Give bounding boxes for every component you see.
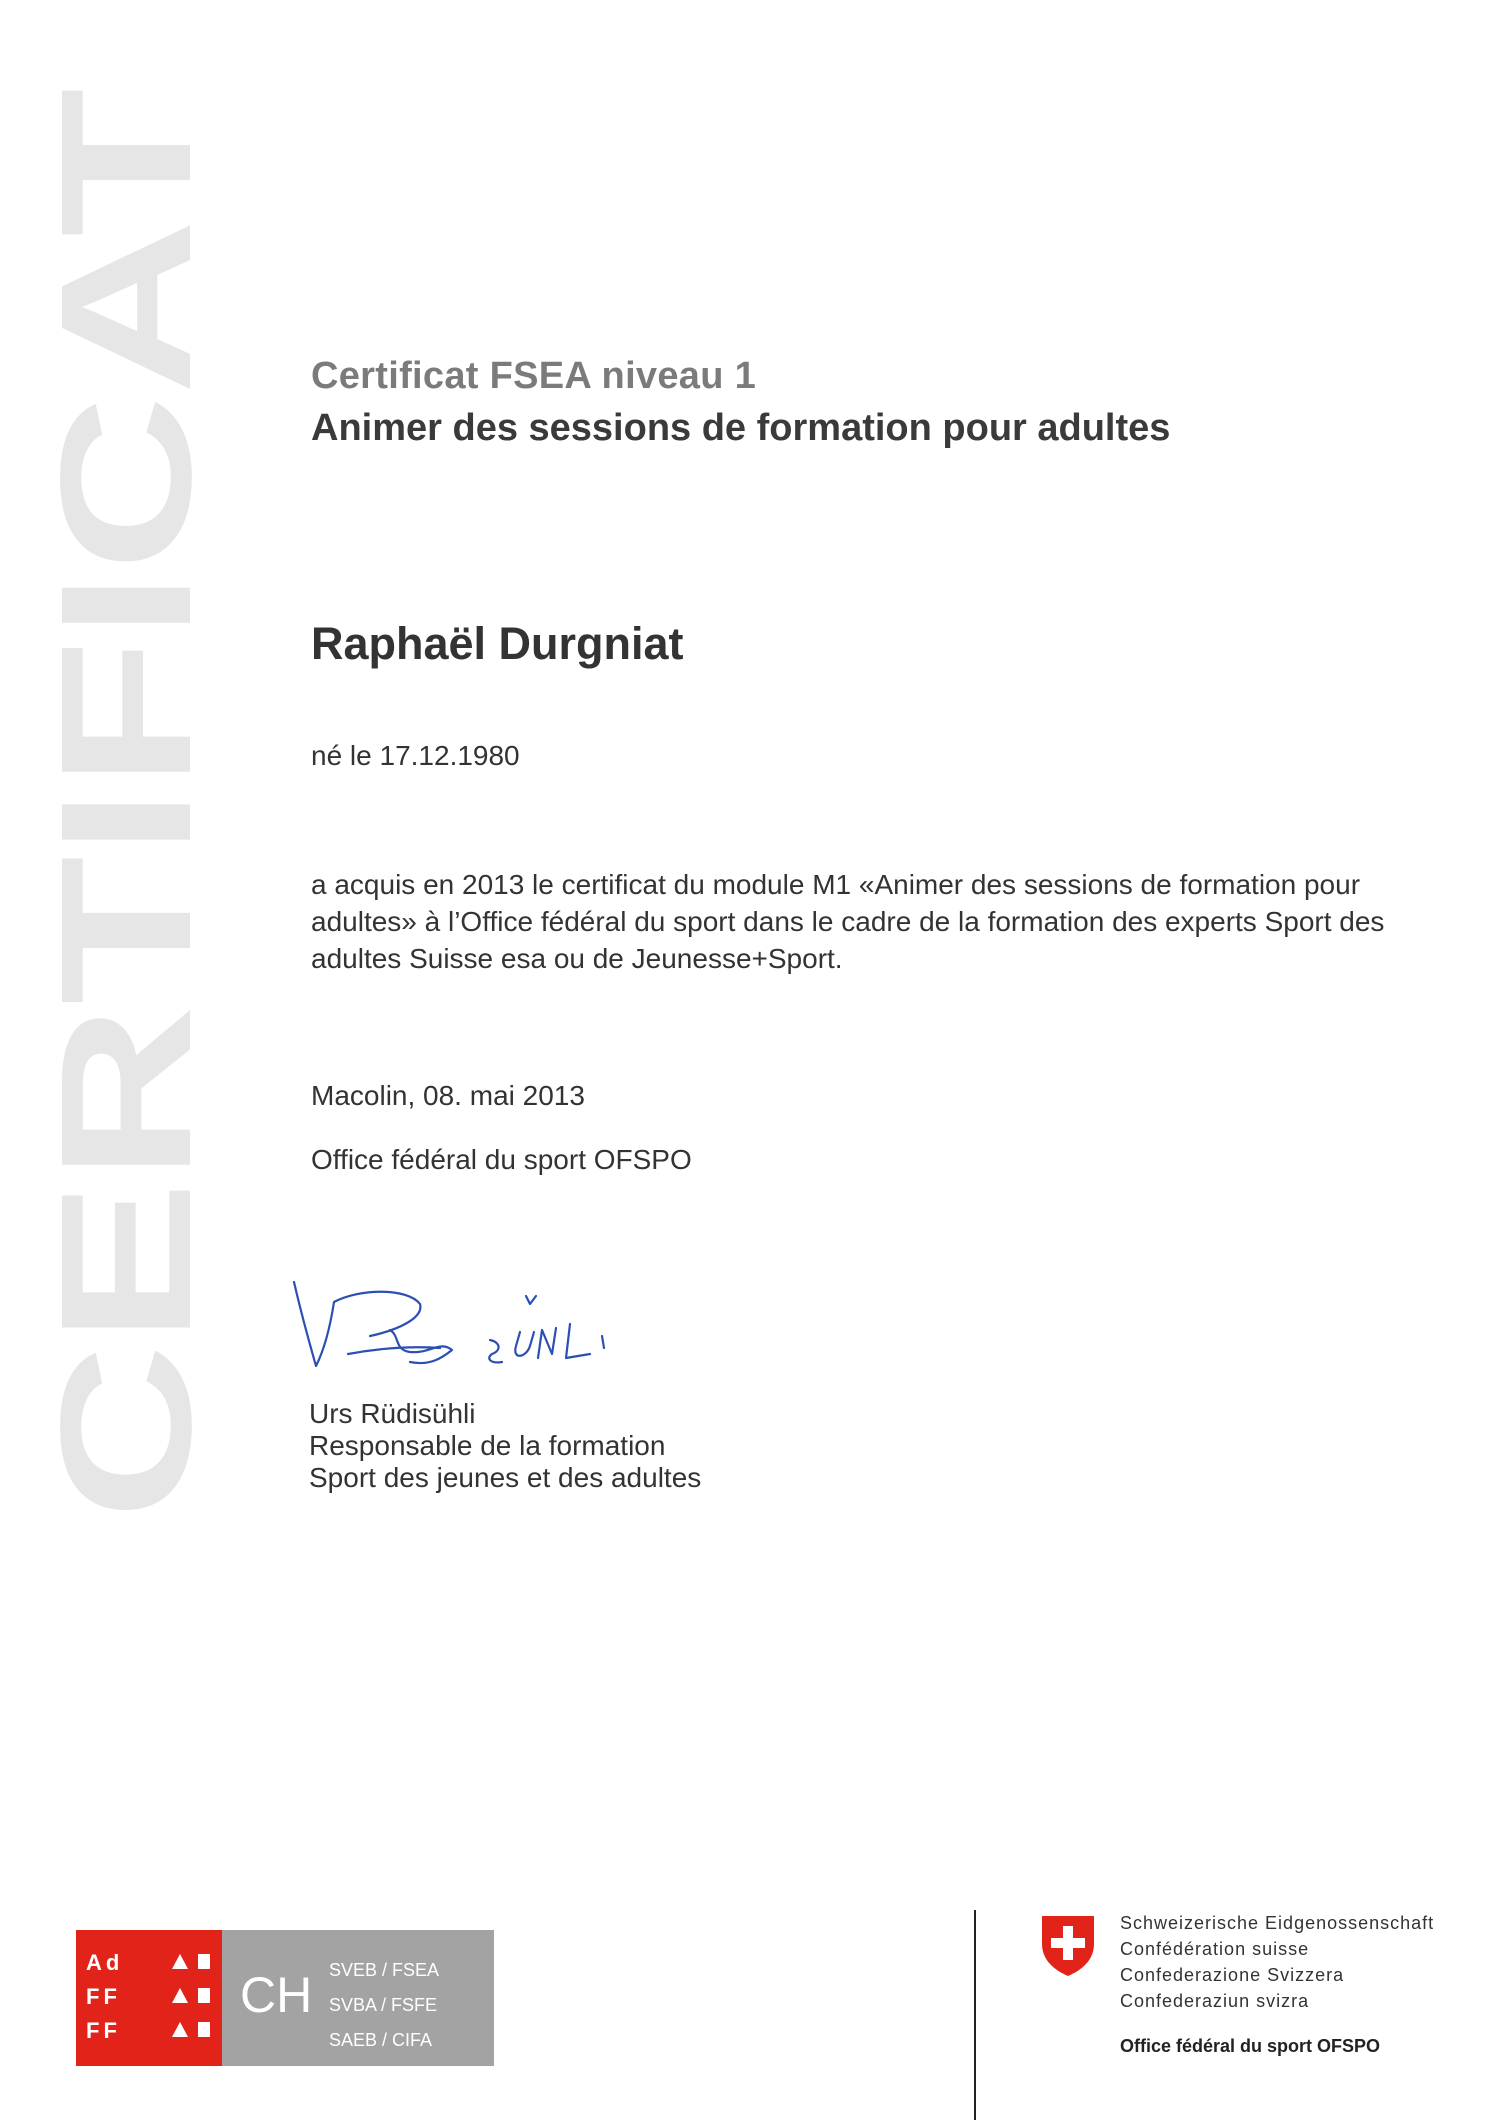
certificate-title: Animer des sessions de formation pour adultes [311,407,1171,449]
sveb-logo-red-block [76,1930,222,2066]
certificate-level: Certificat FSEA niveau 1 [311,355,757,397]
triangle-icon [172,2022,188,2037]
triangle-icon [172,1954,188,1969]
square-icon [198,1988,210,2003]
org-name: SVBA / FSFE [329,1995,438,2015]
body-line: adultes Suisse esa ou de Jeunesse+Sport. [311,943,843,974]
name-italian: Confederazione Svizzera [1120,1965,1345,1985]
watermark-text: CERTIFICAT [23,428,230,1520]
issuing-office: Office fédéral du sport OFSPO [311,1144,692,1175]
signer-name: Urs Rüdisühli [309,1398,476,1429]
logo-row-text: FF [86,2018,121,2043]
signer-role: Responsable de la formation [309,1430,666,1461]
certificat-watermark [23,88,230,1520]
recipient-birthdate: né le 17.12.1980 [311,740,520,771]
org-name: SVEB / FSEA [329,1960,440,1980]
sveb-logo [76,1930,494,2066]
name-german: Schweizerische Eidgenossenschaft [1120,1913,1435,1933]
footer-divider [974,1910,976,2120]
signer-block [309,1398,701,1494]
footer-office: Office fédéral du sport OFSPO [1120,2036,1381,2056]
name-french: Confédération suisse [1120,1939,1310,1959]
name-romansh: Confederaziun svizra [1120,1991,1310,2011]
body-line: adultes» à l’Office fédéral du sport dans le cadre de la formation des experts Sport des [311,906,1385,937]
recipient-name: Raphaël Durgniat [311,618,684,669]
confederation-names [1120,1910,1434,2014]
place-date: Macolin, 08. mai 2013 [311,1080,585,1111]
swiss-shield-icon [1040,1914,1096,1978]
certificate-body [311,866,1411,977]
handwritten-signature [290,1258,670,1393]
logo-row-text: FF [86,1984,121,2009]
logo-ch: CH [240,1967,313,2023]
logo-row-text: Ad [86,1950,124,1975]
square-icon [198,2022,210,2037]
org-name: SAEB / CIFA [329,2030,433,2050]
triangle-icon [172,1988,188,2003]
square-icon [198,1954,210,1969]
certificate-heading [311,350,1170,454]
signer-department: Sport des jeunes et des adultes [309,1462,702,1493]
body-line: a acquis en 2013 le certificat du module M1 «Animer des sessions de formation pour [311,869,1361,900]
sveb-logo-grey-block [222,1930,494,2066]
logo-org-list [329,1953,439,2058]
